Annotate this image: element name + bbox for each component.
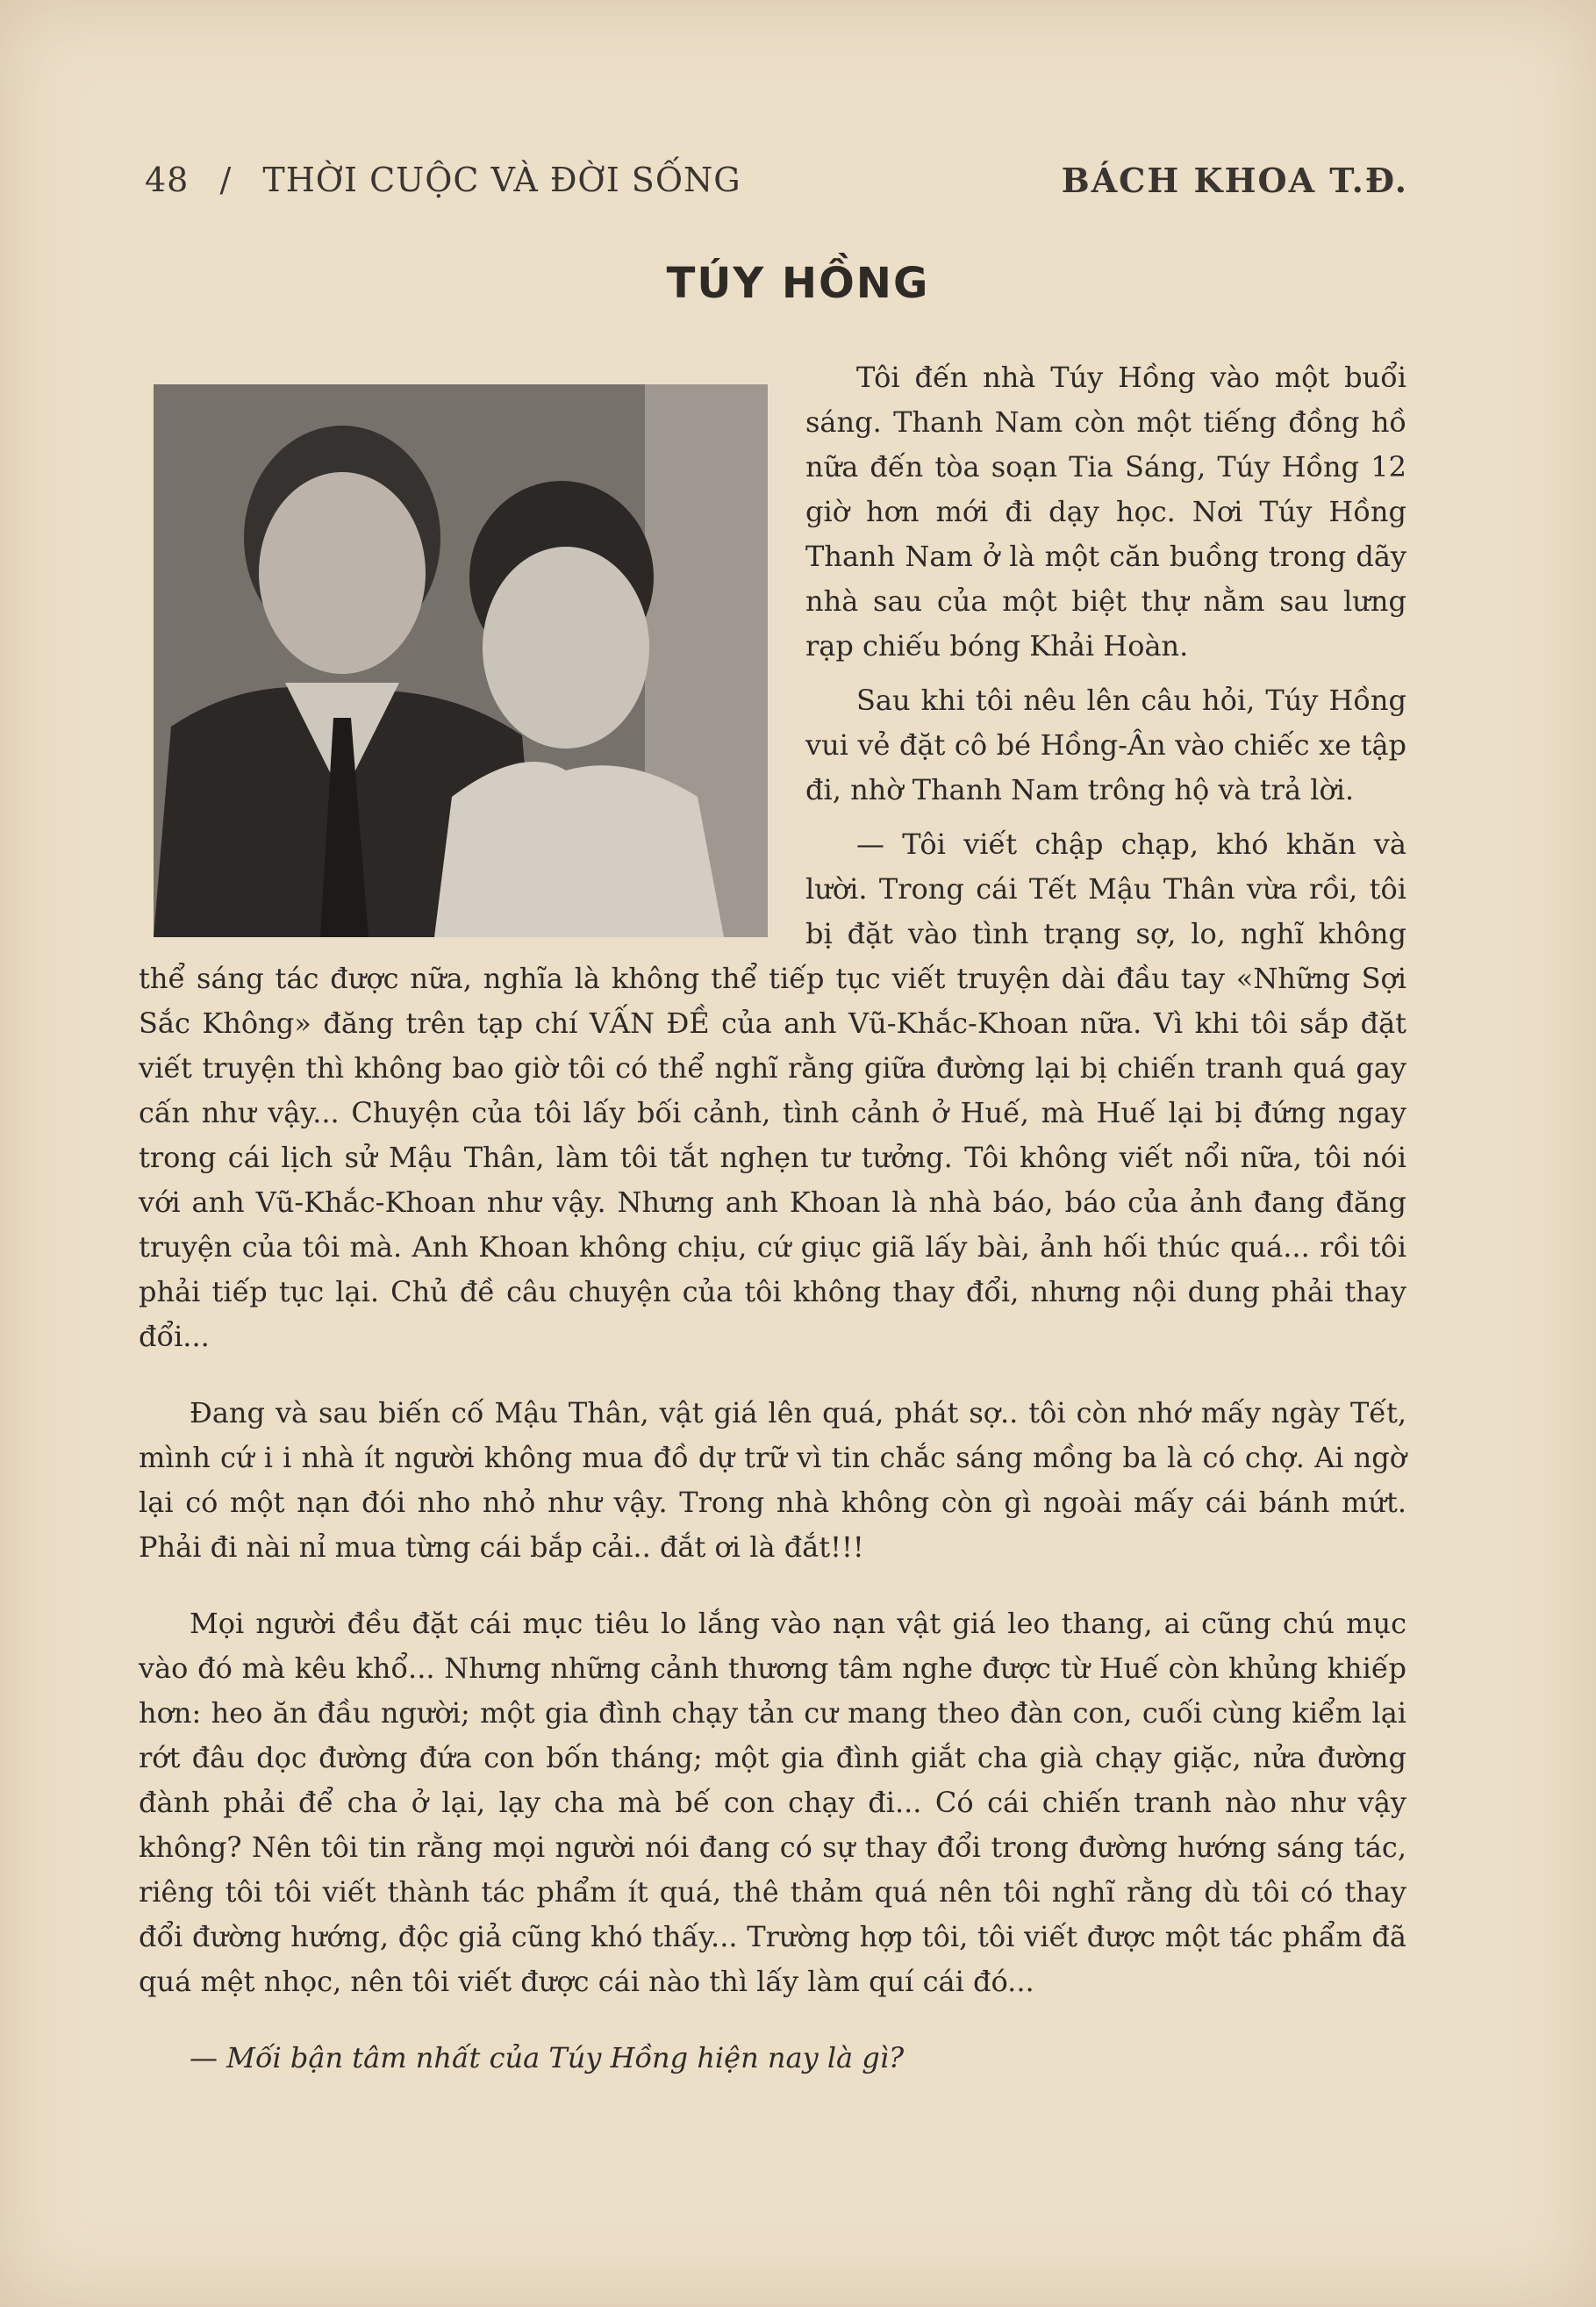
interview-question: — Mối bận tâm nhất của Túy Hồng hiện nay là gì? [190,2041,905,2074]
publication-name: BÁCH KHOA T.Đ. [1061,160,1408,200]
paragraph-4: Đang và sau biến cố Mậu Thân, vật giá lên quá, phát sợ.. tôi còn nhớ mấy ngày Tết, mình cứ i i nhà ít người không mua đồ dự trữ vì tin chắc sáng mồng ba là có chợ. Ai ngờ lại có một nạn đói nho nhỏ như vậy. Trong nhà không còn gì ngoài mấy cái bánh mứt. Phải đi nài nỉ mua từng cái bắp cải.. đắt ơi là đắt!!! [139,1396,1406,1564]
paragraph-1: Tôi đến nhà Túy Hồng vào một buổi sáng. Thanh Nam còn một tiếng đồng hồ nữa đến tòa soạn Tia Sáng, Túy Hồng 12 giờ hơn mới đi dạy học. Nơi Túy Hồng Thanh Nam ở là một căn buồng trong dãy nhà sau của một biệt thự nằm sau lưng rạp chiếu bóng Khải Hoàn. [805,361,1406,663]
page-number: 48 [145,161,190,199]
header-left [145,161,761,199]
article-title: TÚY HỒNG [666,259,930,308]
paragraph-2: Sau khi tôi nêu lên câu hỏi, Túy Hồng vui vẻ đặt cô bé Hồng-Ân vào chiếc xe tập đi, nhờ Thanh Nam trông hộ và trả lời. [805,684,1406,806]
article-body [139,355,1406,2090]
paragraph-3: — Tôi viết chập chạp, khó khăn và lười. Trong cái Tết Mậu Thân vừa rồi, tôi bị đặt vào tình trạng sợ, lo, nghĩ không thể sáng tác được nữa, nghĩa là không thể tiếp tục viết truyện dài đầu tay «Những Sợi Sắc Không» đăng trên tạp chí VẤN ĐỀ của anh Vũ-Khắc-Khoan nữa. Vì khi tôi sắp đặt viết truyện thì không bao giờ tôi có thể nghĩ rằng giữa đường lại bị chiến tranh quá gay cấn như vậy... Chuyện của tôi lấy bối cảnh, tình cảnh ở Huế, mà Huế lại bị đứng ngay trong cái lịch sử Mậu Thân, làm tôi tắt nghẹn tư tưởng. Tôi không viết nổi nữa, tôi nói với anh Vũ-Khắc-Khoan như vậy. Nhưng anh Khoan là nhà báo, báo của ảnh đang đăng truyện của tôi mà. Anh Khoan không chịu, cứ giục giã lấy bài, ảnh hối thúc quá... rồi tôi phải tiếp tục lại. Chủ đề câu chuyện của tôi không thay đổi, nhưng nội dung phải thay đổi... [139,828,1406,1353]
paragraph-5: Mọi người đều đặt cái mục tiêu lo lắng vào nạn vật giá leo thang, ai cũng chú mục vào đó mà kêu khổ... Nhưng những cảnh thương tâm nghe được từ Huế còn khủng khiếp hơn: heo ăn đầu người; một gia đình chạy tản cư mang theo đàn con, cuối cùng kiểm lại rớt đâu dọc đường đứa con bốn tháng; một gia đình giắt cha già chạy giặc, nửa đường đành phải để cha ở lại, lạy cha mà bế con chạy đi... Có cái chiến tranh nào như vậy không? Nên tôi tin rằng mọi người nói đang có sự thay đổi trong đường hướng sáng tác, riêng tôi tôi viết thành tác phẩm ít quá, thê thảm quá nên tôi nghĩ rằng dù tôi có thay đổi đường hướng, độc giả cũng khó thấy... Trường hợp tôi, tôi viết được một tác phẩm đã quá mệt nhọc, nên tôi viết được cái nào thì lấy làm quí cái đó... [139,1607,1406,1998]
header-separator: / [219,161,233,199]
running-header [145,158,1408,202]
photo-wrap-space [139,355,805,930]
section-title: THỜI CUỘC VÀ ĐỜI SỐNG [262,161,741,199]
